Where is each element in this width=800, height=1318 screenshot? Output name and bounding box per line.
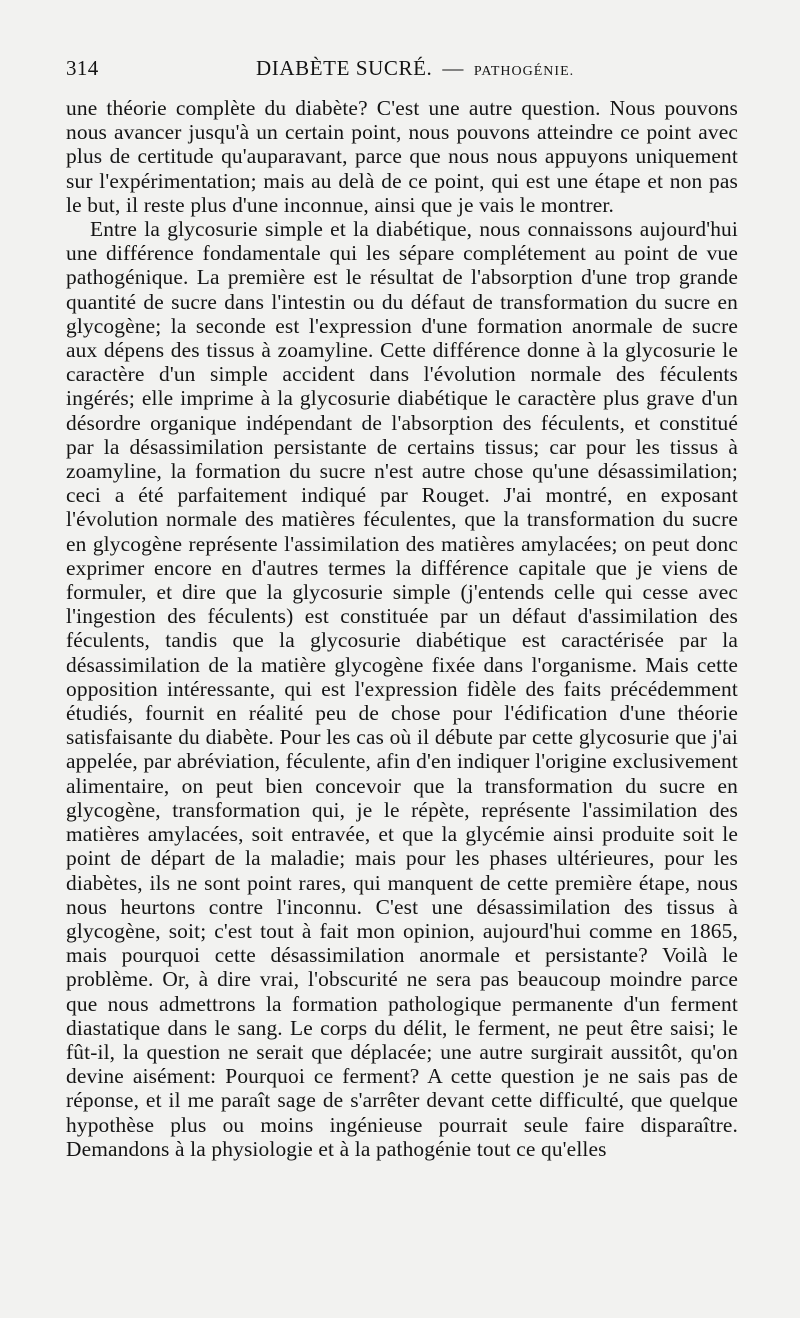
- running-title: DIABÈTE SUCRÉ.: [256, 56, 433, 80]
- page-number: 314: [66, 56, 99, 80]
- section-title: PATHOGÉNIE.: [473, 64, 575, 79]
- running-head: [66, 56, 738, 96]
- body-text: [66, 96, 738, 1161]
- paragraph-glycosurie: Entre la glycosurie simple et la diabétique, nous connaissons aujourd'hui une différence fondamentale qui les sépare complétement au point de vue pathogénique. La première est le résultat de l'absorption d'une trop grande quantité de sucre dans l'intestin ou du défaut de transformation du sucre en glycogène; la seconde est l'expression d'une formation anormale de sucre aux dépens des tissus à zoamyline. Cette différence donne à la glycosurie le caractère d'un simple accident dans l'évolution normale des féculents ingérés; elle imprime à la glycosurie diabétique le caractère plus grave d'un désordre organique indépendant de l'absorption des féculents, et constitué par la désassimilation persistante de certains tissus; car pour les tissus à zoamyline, la formation du sucre n'est autre chose qu'une désassimilation; ceci a été parfaitement indiqué par Rouget. J'ai montré, en exposant l'évolution normale des matières féculentes, que la transformation du sucre en glycogène représente l'assimilation des matières amylacées; on peut donc exprimer encore en d'autres termes la différence capitale que je viens de formuler, et dire que la glycosurie simple (j'entends celle qui cesse avec l'ingestion des féculents) est constituée par un défaut d'assimilation des féculents, tandis que la glycosurie diabétique est caractérisée par la désassimilation de la matière glycogène fixée dans l'organisme. Mais cette opposition intéressante, qui est l'expression fidèle des faits précédemment étudiés, fournit en réalité peu de chose pour l'édification d'une théorie satisfaisante du diabète. Pour les cas où il débute par cette glycosurie que j'ai appelée, par abréviation, féculente, afin d'en indiquer l'origine exclusivement alimentaire, on peut bien concevoir que la transformation du sucre en glycogène, transformation qui, je le répète, représente l'assimilation des matières amylacées, soit entravée, et que la glycémie ainsi produite soit le point de départ de la maladie; mais pour les phases ultérieures, pour les diabètes, ils ne sont point rares, qui manquent de cette première étape, nous nous heurtons contre l'inconnu. C'est une désassimilation des tissus à glycogène, soit; c'est tout à fait mon opinion, aujourd'hui comme en 1865, mais pourquoi cette désassimilation anormale et persistante? Voilà le problème. Or, à dire vrai, l'obscurité ne sera pas beaucoup moindre parce que nous admettrons la formation pathologique permanente d'un ferment diastatique dans le sang. Le corps du délit, le ferment, ne peut être saisi; le fût-il, la question ne serait que déplacée; une autre surgirait aussitôt, qu'on devine aisément: Pourquoi ce ferment? A cette question je ne sais pas de réponse, et il me paraît sage de s'arrêter devant cette difficulté, que quelque hypothèse plus ou moins ingénieuse pourrait seule faire disparaître. Demandons à la physiologie et à la pathogénie tout ce qu'elles: [66, 217, 738, 1161]
- paragraph-continuation: une théorie complète du diabète? C'est une autre question. Nous pouvons nous avancer jusqu'à un certain point, nous pouvons atteindre ce point avec plus de certitude qu'auparavant, parce que nous nous appuyons uniquement sur l'expérimentation; mais au delà de ce point, qui est une étape et non pas le but, il reste plus d'une inconnue, ainsi que je vais le montrer.: [66, 96, 738, 217]
- title-separator: —: [442, 56, 464, 80]
